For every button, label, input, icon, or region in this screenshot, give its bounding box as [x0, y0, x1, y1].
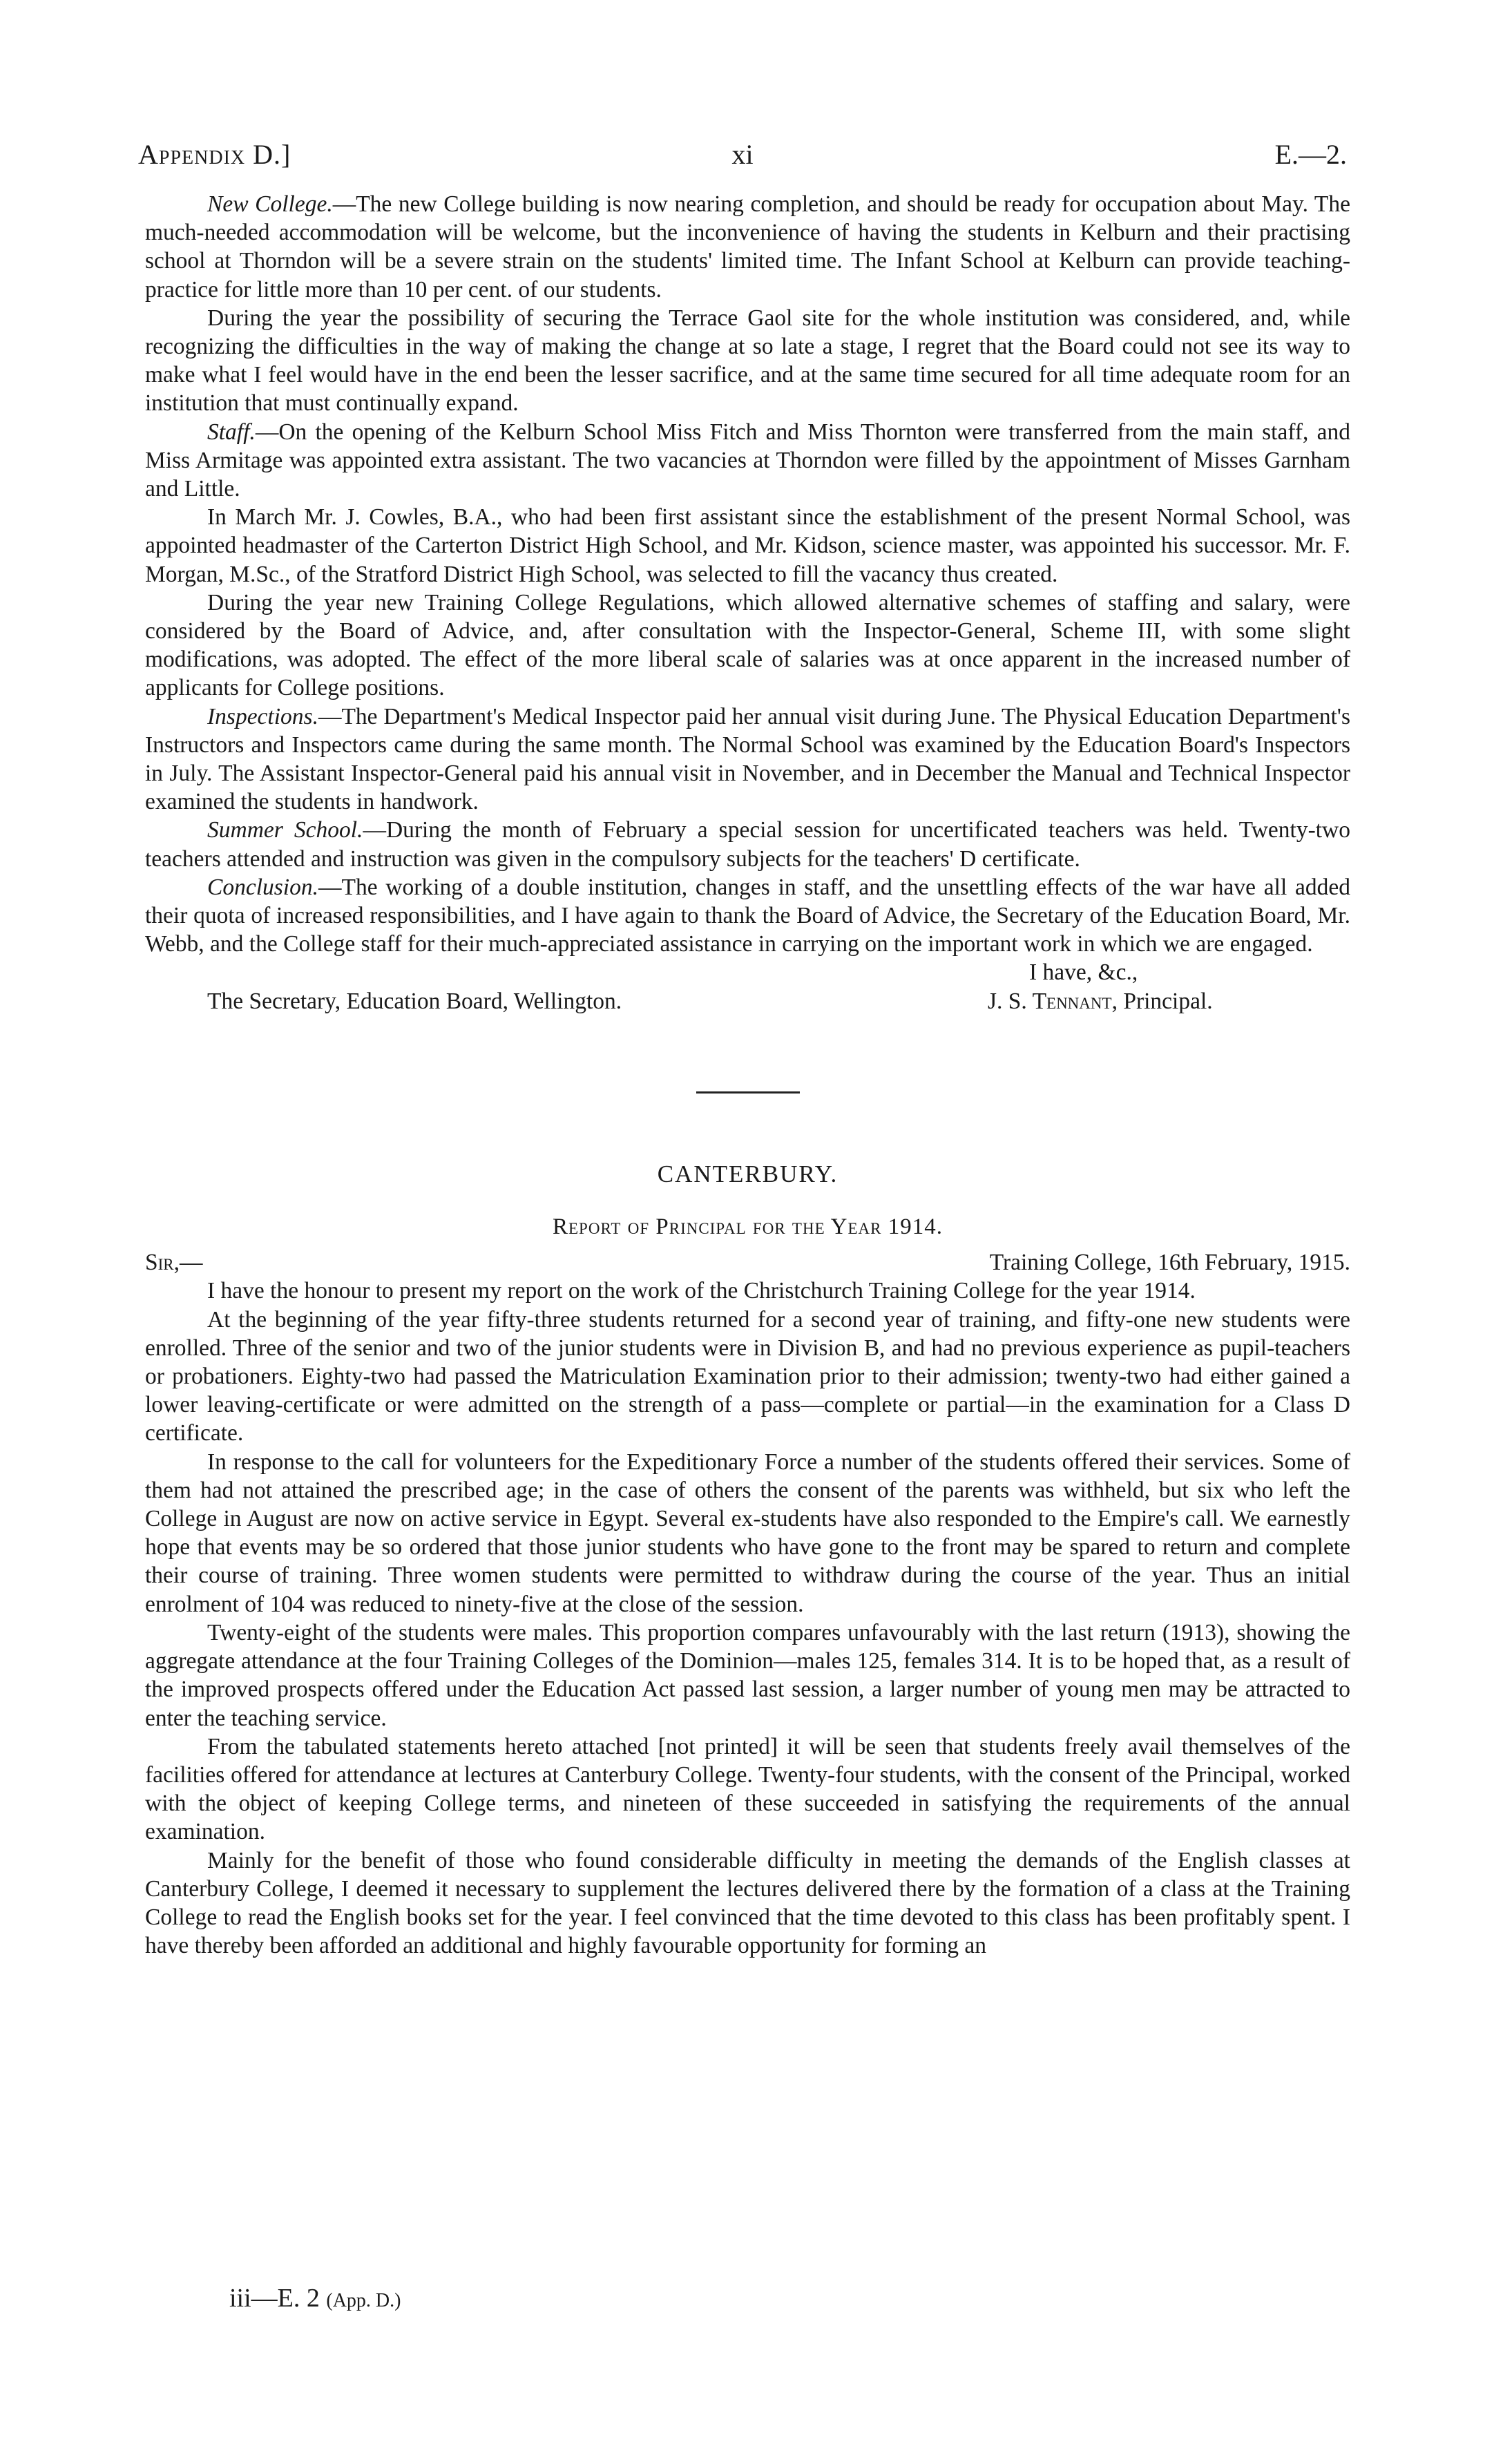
paragraph: New College.—The new College building is now nearing completion, and should be ready for occupation about May. The much-needed accommodation will be welcome, but the inconvenience of having the students in Kelburn and their practising school at Thorndon will be a severe strain on the students' limited time. The Infant School at Kelburn can provide teaching-practice for little more than 10 per cent. of our students. [145, 191, 1350, 303]
header-page-number: xi [731, 139, 754, 170]
section-divider [696, 1091, 800, 1093]
report-subtitle: Report of Principal for the Year 1914. [553, 1214, 943, 1240]
salutation-row [145, 1248, 1350, 1277]
signature-mark: iii—E. 2 (App. D.) [229, 2284, 401, 2313]
section-title: CANTERBURY. [657, 1160, 839, 1187]
paragraph: Summer School.—During the month of February a special session for uncertificated teachers was held. Twenty-two teachers attended and instruction was given in the compulsory subjects for the teachers' D certificate. [145, 817, 1350, 872]
paragraph: Staff.—On the opening of the Kelburn School Miss Fitch and Miss Thornton were transferred from the main staff, and Miss Armitage was appointed extra assistant. The two vacancies at Thorndon were filled by the appointment of Misses Garnham and Little. [145, 419, 1350, 502]
header-appendix: Appendix D.] [138, 139, 291, 170]
paragraph: Inspections.—The Department's Medical Inspector paid her annual visit during June. The Physical Education Department's Instructors and Inspectors came during the same month. The Normal School was examined by the Education Board's Inspectors in July. The Assistant Inspector-General paid his annual visit in November, and in December the Manual and Technical Inspector examined the students in handwork. [145, 703, 1350, 815]
salutation: Sir,— [145, 1250, 203, 1276]
paragraph: In March Mr. J. Cowles, B.A., who had been first assistant since the establishment of the present Normal School, was appointed headmaster of the Carterton District High School, and Mr. Kidson, science master, was appointed his successor. Mr. F. Morgan, M.Sc., of the Stratford District High School, was selected to fill the vacancy thus created. [145, 504, 1350, 587]
paragraph: I have the honour to present my report on the work of the Christchurch Training College for the year 1914. [207, 1278, 1196, 1304]
paragraph: Twenty-eight of the students were males. This proportion compares unfavourably with the last return (1913), showing the aggregate attendance at the four Training Colleges of the Dominion—males 125, females 314. It is to be hoped that, as a result of the improved prospects offered under the Education Act passed last session, a larger number of young men may be attracted to enter the teaching service. [145, 1619, 1350, 1731]
canterbury-section [145, 1160, 1350, 1960]
dateline: Training College, 16th February, 1915. [989, 1250, 1350, 1276]
signature-row [145, 987, 1350, 1015]
wellington-section [145, 190, 1350, 1015]
paragraph: Mainly for the benefit of those who found considerable difficulty in meeting the demands of the English classes at Canterbury College, I deemed it necessary to supplement the lectures delivered there by the formation of a class at the Training College to read the English books set for the year. I feel convinced that the time devoted to this class has been profitably spent. I have thereby been afforded an additional and highly favourable opportunity for forming an [145, 1847, 1350, 1959]
signature: J. S. Tennant, Principal. [988, 988, 1213, 1014]
paragraph: During the year the possibility of securing the Terrace Gaol site for the whole institution was considered, and, while recognizing the difficulties in the way of making the change at so late a stage, I regret that the Board could not see its way to make what I feel would have in the end been the lesser sacrifice, and at the same time secured for all time adequate room for an institution that must continually expand. [145, 305, 1350, 417]
paragraph: Conclusion.—The working of a double institution, changes in staff, and the unsettling effects of the war have all added their quota of increased responsibilities, and I have again to thank the Board of Advice, the Secretary of the Education Board, Mr. Webb, and the College staff for their much-appreciated assistance in carrying on the important work in which we are engaged. [145, 874, 1350, 957]
paragraph: From the tabulated statements hereto attached [not printed] it will be seen that students freely avail themselves of the facilities offered for attendance at lectures at Canterbury College. Twenty-four students, with the consent of the Principal, worked with the object of keeping College terms, and nineteen of these succeeded in satisfying the requirements of the annual examination. [145, 1733, 1350, 1845]
paragraph: In response to the call for volunteers for the Expeditionary Force a number of the students offered their services. Some of them had not attained the prescribed age; in the case of others the consent of the parents was withheld, but six who left the College in August are now on active service in Egypt. Several ex-students have also responded to the Empire's call. We earnestly hope that events may be so ordered that those junior students who have gone to the front may be spared to return and complete their course of training. Three women students were permitted to withdraw during the course of the year. Thus an initial enrolment of 104 was reduced to ninety-five at the close of the session. [145, 1449, 1350, 1617]
page-header [138, 138, 1347, 180]
closing-line: I have, &c., [1029, 959, 1138, 986]
addressee: The Secretary, Education Board, Wellington. [207, 988, 622, 1014]
page-body [145, 190, 1350, 1960]
header-report-code: E.—2. [1274, 139, 1347, 170]
paragraph: At the beginning of the year fifty-three students returned for a second year of training, and fifty-one new students were enrolled. Three of the senior and two of the junior students were in Division B, and had no previous experience as pupil-teachers or probationers. Eighty-two had passed the Matriculation Examination prior to their admission; twenty-two had either gained a lower leaving-certificate or were admitted on the strength of a pass—complete or partial—in the examination for a Class D certificate. [145, 1306, 1350, 1446]
paragraph: During the year new Training College Regulations, which allowed alternative schemes of staffing and salary, were considered by the Board of Advice, and, after consultation with the Inspector-General, Scheme III, with some slight modifications, was adopted. The effect of the more liberal scale of salaries was at once apparent in the increased number of applicants for College positions. [145, 589, 1350, 701]
